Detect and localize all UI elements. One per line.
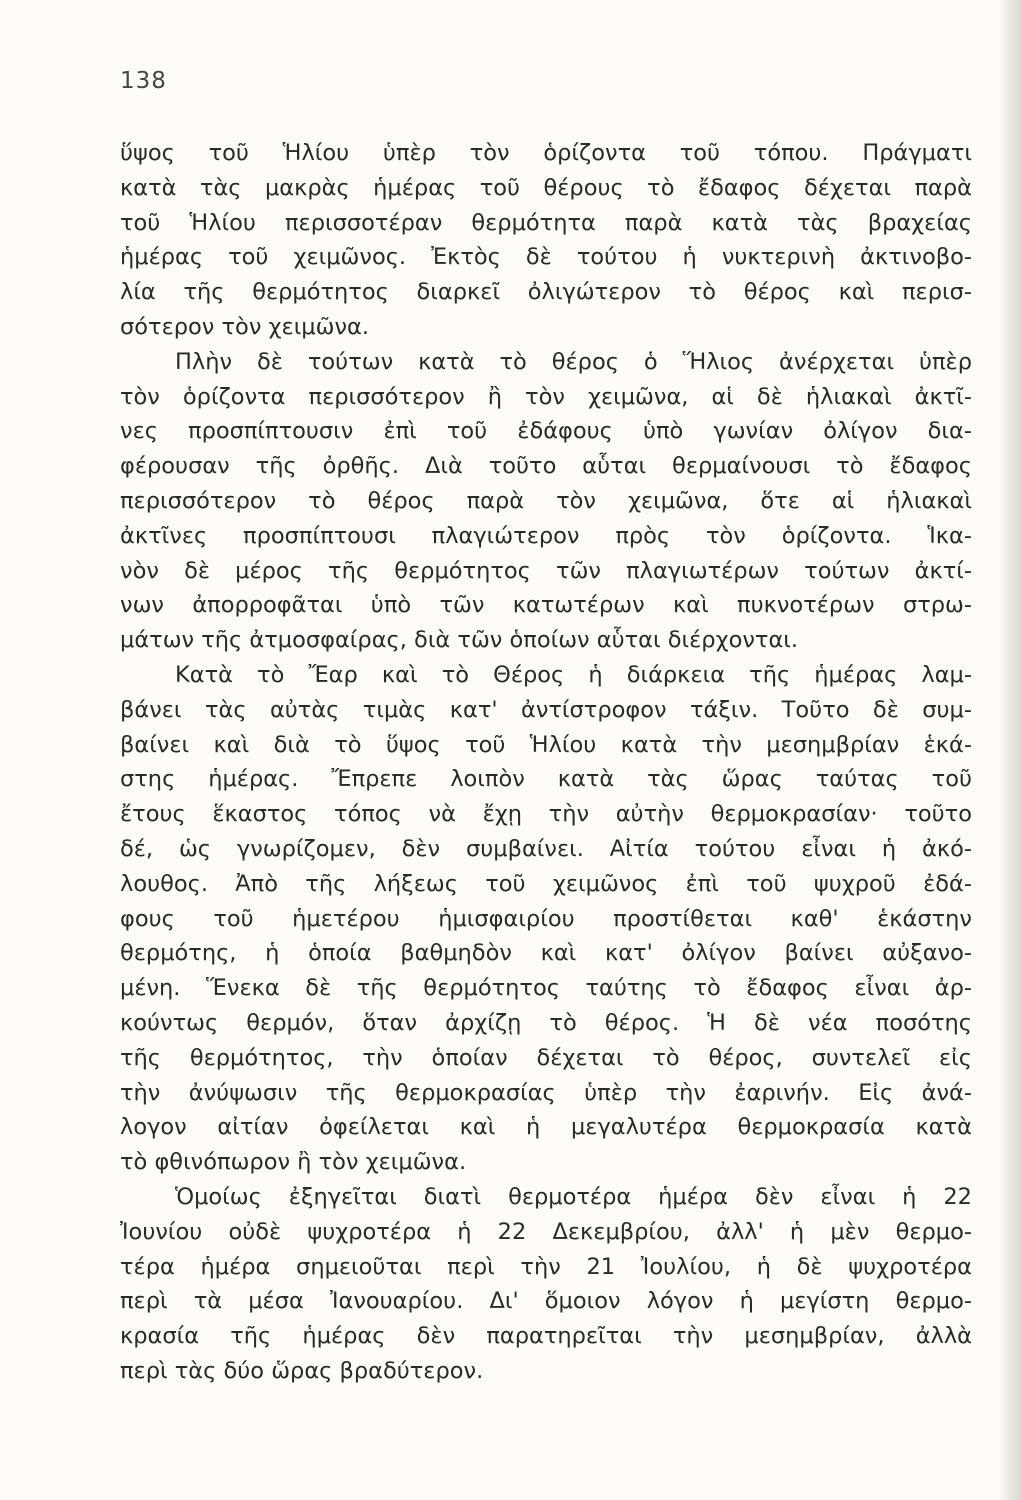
text-line: δέ, ὡς γνωρίζομεν, δὲν συμβαίνει. Αἰτία τούτου εἶναι ἡ ἀκό- xyxy=(120,835,972,862)
text-line: βαίνει καὶ διὰ τὸ ὕψος τοῦ Ἡλίου κατὰ τὴν μεσημβρίαν ἑκά- xyxy=(120,731,972,758)
text-line: μάτων τῆς ἀτμοσφαίρας, διὰ τῶν ὁποίων αὗται διέρχονται. xyxy=(120,627,799,654)
text-line: τέρα ἡμέρα σημειοῦται περὶ τὴν 21 Ἰουλίου, ἡ δὲ ψυχροτέρα xyxy=(120,1253,972,1280)
text-line: τῆς θερμότητος, τὴν ὁποίαν δέχεται τὸ θέρος, συντελεῖ εἰς xyxy=(120,1044,972,1071)
text-line: ἡμέρας τοῦ χειμῶνος. Ἐκτὸς δὲ τούτου ἡ νυκτερινὴ ἀκτινοβο- xyxy=(120,244,972,271)
text-line: λογον αἰτίαν ὀφείλεται καὶ ἡ μεγαλυτέρα θερμοκρασία κατὰ xyxy=(120,1114,972,1141)
text-line: ἔτους ἕκαστος τόπος νὰ ἔχῃ τὴν αὐτὴν θερμοκρασίαν· τοῦτο xyxy=(120,801,972,828)
text-line: μένη. Ἕνεκα δὲ τῆς θερμότητος ταύτης τὸ ἔδαφος εἶναι ἀρ- xyxy=(120,975,972,1002)
text-line: περισσότερον τὸ θέρος παρὰ τὸν χειμῶνα, ὅτε αἱ ἡλιακαὶ xyxy=(120,487,972,514)
page-edge-shadow xyxy=(999,0,1021,1500)
text-line: τὸν ὁρίζοντα περισσότερον ἢ τὸν χειμῶνα, αἱ δὲ ἡλιακαὶ ἀκτῖ- xyxy=(120,383,972,410)
text-line: Ὁμοίως ἐξηγεῖται διατὶ θερμοτέρα ἡμέρα δὲν εἶναι ἡ 22 xyxy=(175,1183,972,1210)
text-line: τοῦ Ἡλίου περισσοτέραν θερμότητα παρὰ κατὰ τὰς βραχείας xyxy=(120,209,972,236)
page-number: 138 xyxy=(120,68,167,94)
text-line: περὶ τὰ μέσα Ἰανουαρίου. Δι' ὅμοιον λόγον ἡ μεγίστη θερμο- xyxy=(120,1288,972,1315)
text-line: φέρουσαν τῆς ὀρθῆς. Διὰ τοῦτο αὗται θερμαίνουσι τὸ ἔδαφος xyxy=(120,453,972,480)
text-line: φους τοῦ ἡμετέρου ἡμισφαιρίου προστίθεται καθ' ἑκάστην xyxy=(120,905,972,932)
text-line: λία τῆς θερμότητος διαρκεῖ ὀλιγώτερον τὸ θέρος καὶ περισ- xyxy=(120,279,972,306)
text-line: ὕψος τοῦ Ἡλίου ὑπὲρ τὸν ὁρίζοντα τοῦ τόπου. Πράγματι xyxy=(120,140,972,166)
text-line: Κατὰ τὸ Ἔαρ καὶ τὸ Θέρος ἡ διάρκεια τῆς ἡμέρας λαμ- xyxy=(175,661,972,688)
text-line: κατὰ τὰς μακρὰς ἡμέρας τοῦ θέρους τὸ ἔδαφος δέχεται παρὰ xyxy=(120,174,972,201)
text-line: νων ἀπορροφᾶται ὑπὸ τῶν κατωτέρων καὶ πυκνοτέρων στρω- xyxy=(120,592,972,619)
text-line: νες προσπίπτουσιν ἐπὶ τοῦ ἐδάφους ὑπὸ γωνίαν ὀλίγον δια- xyxy=(120,418,972,445)
body-text xyxy=(120,136,972,1389)
text-line: σότερον τὸν χειμῶνα. xyxy=(120,313,370,340)
text-line: βάνει τὰς αὐτὰς τιμὰς κατ' ἀντίστροφον τάξιν. Τοῦτο δὲ συμ- xyxy=(120,696,972,723)
text-line: ἀκτῖνες προσπίπτουσι πλαγιώτερον πρὸς τὸν ὁρίζοντα. Ἱκα- xyxy=(120,522,972,549)
text-line: στης ἡμέρας. Ἔπρεπε λοιπὸν κατὰ τὰς ὥρας ταύτας τοῦ xyxy=(120,766,972,793)
text-line: περὶ τὰς δύο ὥρας βραδύτερον. xyxy=(120,1357,484,1384)
text-line: Πλὴν δὲ τούτων κατὰ τὸ θέρος ὁ Ἥλιος ἀνέρχεται ὑπὲρ xyxy=(175,348,972,375)
text-line: λουθος. Ἀπὸ τῆς λήξεως τοῦ χειμῶνος ἐπὶ τοῦ ψυχροῦ ἐδά- xyxy=(120,870,972,897)
text-line: νὸν δὲ μέρος τῆς θερμότητος τῶν πλαγιωτέρων τούτων ἀκτί- xyxy=(120,557,972,584)
text-line: τὸ φθινόπωρον ἢ τὸν χειμῶνα. xyxy=(120,1149,467,1176)
text-line: κρασία τῆς ἡμέρας δὲν παρατηρεῖται τὴν μεσημβρίαν, ἀλλὰ xyxy=(120,1323,972,1350)
text-line: κούντως θερμόν, ὅταν ἀρχίζῃ τὸ θέρος. Ἡ δὲ νέα ποσότης xyxy=(120,1009,972,1036)
text-line: τὴν ἀνύψωσιν τῆς θερμοκρασίας ὑπὲρ τὴν ἐαρινήν. Εἰς ἀνά- xyxy=(120,1079,972,1106)
text-line: Ἰουνίου οὐδὲ ψυχροτέρα ἡ 22 Δεκεμβρίου, ἀλλ' ἡ μὲν θερμο- xyxy=(120,1218,972,1245)
text-line: θερμότης, ἡ ὁποία βαθμηδὸν καὶ κατ' ὀλίγον βαίνει αὐξανο- xyxy=(120,940,972,967)
